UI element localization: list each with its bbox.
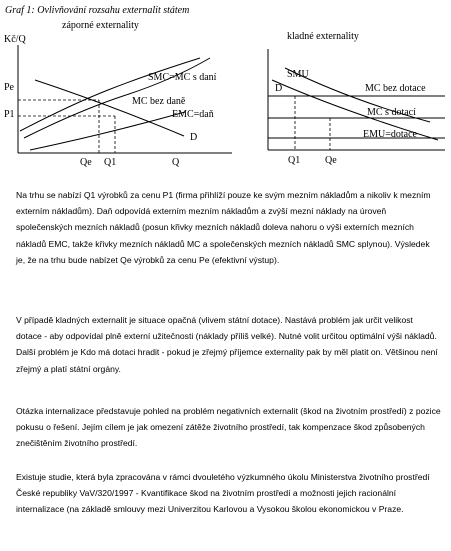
paragraph-3: Otázka internalizace představuje pohled na problém negativních externalit (škod na životním prostředí) z pozice pokusu o řešení. Jejím cílem je jak omezení zátěže životního prostředí, tak kompenzace škod způsobených znečištěním životního prostředí.	[16, 406, 441, 449]
left-label-mc: MC bez daně	[132, 96, 186, 107]
left-label-q1: Q1	[104, 157, 117, 168]
right-label-smu: SMU	[287, 69, 309, 80]
left-label-d: D	[190, 132, 198, 143]
left-label-emc: EMC=daň	[172, 109, 214, 120]
right-label-d: D	[275, 83, 283, 94]
left-smc-curve	[20, 58, 200, 131]
right-heading: kladné externality	[287, 31, 359, 42]
left-heading: záporné externality	[62, 20, 139, 31]
right-panel	[268, 31, 445, 166]
right-label-emu: EMU=dotace	[363, 129, 417, 140]
left-y-axis-label: Kč/Q	[4, 34, 26, 45]
paragraph-2: V případě kladných externalit je situace opačná (vlivem státní dotace). Nastává problém jak určit velikost dotace - aby odpovídal plně externí užitečnosti (náklady příliš velké). Nutné volit určitou optimální výši nákladů. Další problém je Kdo má dotaci hradit - pokud je zřejmý příjemce externality pak by měl platit on. Většinou není zřejmý a platí státní orgány.	[16, 315, 438, 374]
right-label-q1: Q1	[288, 155, 301, 166]
left-label-pe: Pe	[4, 82, 14, 93]
left-panel	[4, 20, 232, 168]
left-label-q: Q	[172, 157, 180, 168]
left-demand-curve	[35, 80, 184, 136]
left-emc-curve	[30, 112, 185, 150]
right-label-mc-s: MC s dotací	[367, 107, 416, 118]
right-label-mc-bez: MC bez dotace	[365, 83, 426, 94]
paragraph-4: Existuje studie, která byla zpracována v rámci dvouletého výzkumného úkolu Ministerstva životního prostředí České republiky VaV/320/1997 - Kvantifikace škod na životním prostředí a možnosti jejich racionální internalizace (na základě smlouvy mezi Univerzitou Karlovou a Vysokou školou ekonomickou v Praze.	[16, 472, 430, 515]
left-label-smc: SMC=MC s daní	[148, 72, 217, 83]
right-label-qe: Qe	[325, 155, 337, 166]
paragraph-1: Na trhu se nabízí Q1 výrobků za cenu P1 (firma přihlíží pouze ke svým mezním nákladům a nikoliv k mezním externím nákladům). Daň odpovídá externím mezním nákladům a zvýší mezní náklady na úroveň společenských mezních nákladů (posun křivky mezních nákladů doleva nahoru o výši externích mezních nákladů EMC, takže křivky mezních nákladů MC a společenských mezních nákladů SMC splynou). Výsledek je, že na trhu bude nabízet Qe výrobků za cenu Pe (efektivní výstup).	[16, 190, 431, 265]
graph-title: Graf 1: Ovlivňování rozsahu externalit státem	[5, 5, 190, 16]
left-label-p1: P1	[4, 109, 15, 120]
left-label-qe: Qe	[80, 157, 92, 168]
externality-graph	[0, 0, 451, 176]
